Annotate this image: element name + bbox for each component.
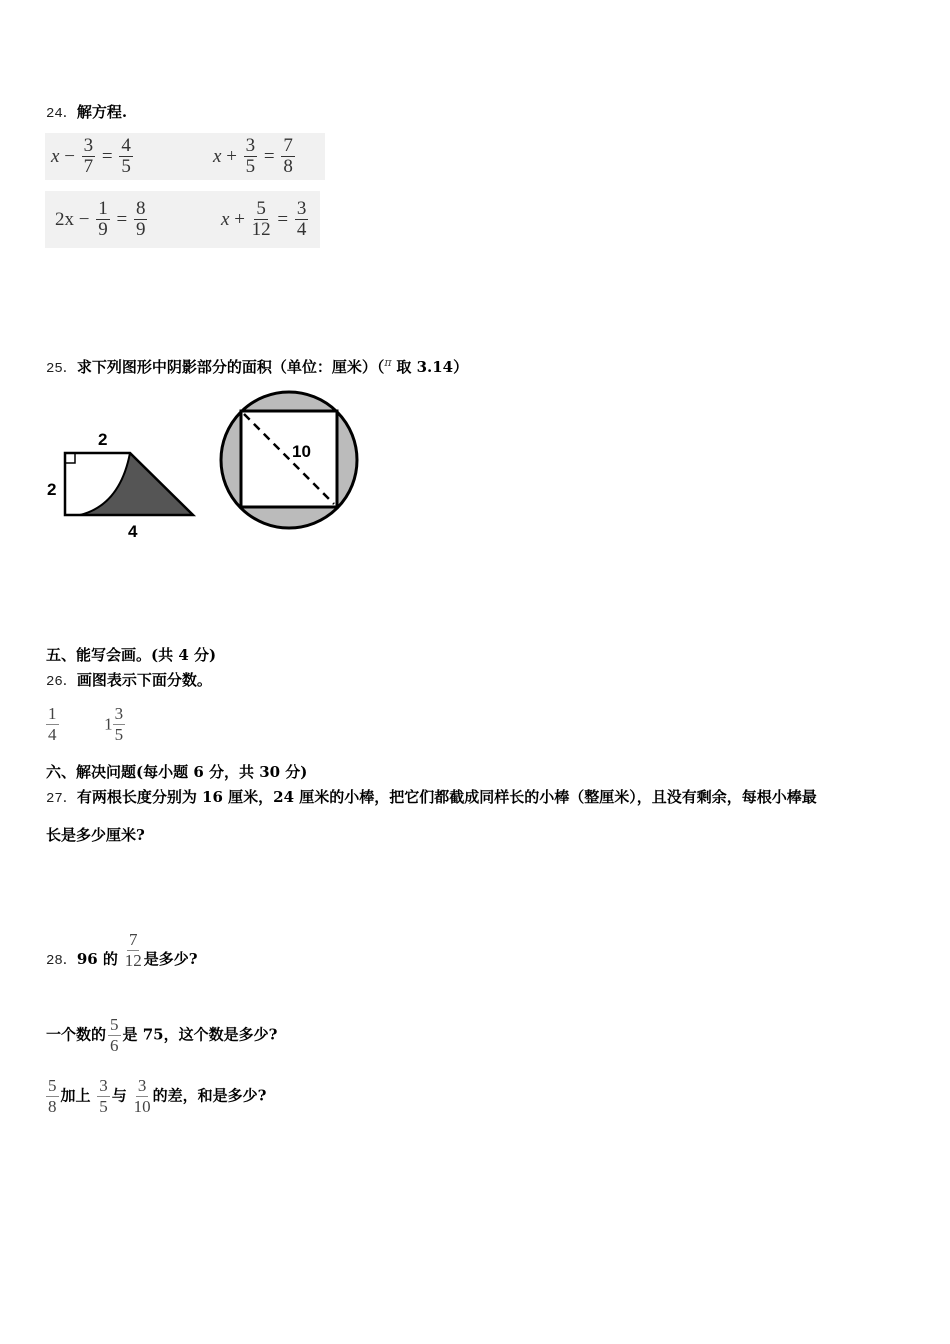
denominator: 9 — [98, 219, 108, 240]
label-left: 2 — [47, 480, 57, 499]
denominator: 10 — [133, 1097, 151, 1116]
equation-row-1 — [45, 133, 325, 180]
fraction-3-5 — [97, 1076, 110, 1117]
eq-lhs: x — [221, 208, 230, 230]
denominator: 12 — [124, 951, 142, 970]
equation-4: x + $\frac{5}{12}$ = $\frac{3}{4}$ — [221, 198, 307, 240]
eq-lhs: 2x — [55, 208, 74, 230]
fraction — [134, 199, 148, 240]
q27-text: 有两根长度分别为 16 厘米，24 厘米的小棒，把它们都截成同样长的小棒（整厘米），且没有剩余，每根小棒最 — [76, 788, 817, 806]
figure-trapezoid — [47, 430, 193, 541]
q26-title: 画图表示下面分数。 — [76, 671, 212, 689]
label-diagonal: 10 — [292, 442, 311, 461]
denominator: 7 — [83, 156, 94, 177]
q28-c-text1: 加上 — [60, 1086, 91, 1105]
fraction-5-8 — [46, 1076, 59, 1117]
section-6-title: 六、解决问题(每小题 6 分，共 30 分) — [46, 763, 308, 781]
fraction — [119, 136, 133, 177]
label-top: 2 — [98, 430, 108, 449]
q28-a-pre: 96 的 — [76, 950, 118, 968]
fraction — [82, 136, 96, 177]
numerator: 5 — [256, 198, 266, 219]
section-5-title: 五、能写会画。(共 4 分) — [46, 646, 217, 664]
q24-title: 解方程. — [76, 103, 128, 121]
fraction — [96, 199, 110, 240]
denominator: 9 — [135, 219, 146, 240]
q24-number: 24． — [46, 106, 77, 122]
numerator: 8 — [135, 198, 146, 219]
q28-a-post: 是多少? — [143, 950, 198, 968]
q25-number: 25． — [46, 361, 77, 377]
right-angle-mark — [65, 453, 75, 463]
fraction-3-10 — [134, 1076, 151, 1117]
numerator: 3 — [99, 1076, 108, 1095]
q26-heading — [46, 670, 212, 692]
q28-b-post: 是 75，这个数是多少? — [122, 1025, 278, 1044]
q27-number: 27． — [46, 791, 77, 807]
q27-line-1 — [46, 787, 817, 809]
equation-3: 2x − $\frac{1}{9}$ = $\frac{8}{9}$ — [55, 198, 146, 240]
fraction-7-12 — [125, 930, 142, 971]
denominator: 5 — [245, 156, 256, 177]
q28-a — [46, 930, 198, 971]
numerator: 3 — [114, 704, 124, 723]
eq-lhs: x — [51, 145, 60, 167]
denominator: 5 — [99, 1097, 108, 1116]
eq-op: − — [64, 145, 75, 167]
eq-lhs: x — [213, 145, 222, 167]
numerator: 7 — [128, 930, 138, 949]
q25-figures — [40, 385, 370, 545]
numerator: 5 — [110, 1015, 119, 1034]
fraction — [281, 136, 295, 177]
numerator: 7 — [283, 135, 293, 156]
q28-b — [46, 1015, 277, 1056]
q25-title: 求下列图形中阴影部分的面积（单位：厘米）（ — [76, 358, 385, 376]
fraction-1-4 — [46, 704, 59, 745]
q26-number: 26． — [46, 674, 77, 690]
denominator: 4 — [48, 725, 57, 744]
equation-row-2 — [45, 191, 320, 248]
denominator: 4 — [296, 219, 307, 240]
q25-pi-value: 取 3.14） — [396, 358, 469, 376]
fraction-3-5 — [113, 704, 126, 745]
denominator: 8 — [48, 1097, 57, 1116]
q28-b-pre: 一个数的 — [46, 1025, 107, 1044]
eq-op: + — [226, 145, 237, 167]
q28-c — [44, 1076, 266, 1117]
figure-circle-square — [221, 392, 357, 528]
numerator: 1 — [48, 704, 57, 723]
fraction — [244, 136, 258, 177]
q26-fractions — [44, 704, 127, 745]
numerator: 1 — [98, 198, 108, 219]
eq-op: + — [234, 208, 245, 230]
q28-c-text2: 与 — [111, 1086, 127, 1105]
eq-op: − — [78, 208, 90, 230]
numerator: 3 — [296, 198, 307, 219]
q24-heading — [46, 102, 127, 124]
denominator: 8 — [283, 156, 293, 177]
numerator: 3 — [83, 135, 94, 156]
denominator: 6 — [110, 1036, 119, 1055]
equation-1: x − $\frac{3}{7}$ = $\frac{4}{5}$ — [51, 135, 131, 177]
numerator: 5 — [48, 1076, 57, 1095]
denominator: 12 — [251, 219, 271, 240]
denominator: 5 — [114, 725, 124, 744]
mixed-whole: 1 — [104, 714, 113, 734]
q28-number: 28． — [46, 953, 77, 969]
fraction — [252, 199, 271, 240]
q28-c-post: 的差，和是多少? — [152, 1086, 267, 1105]
fraction — [295, 199, 309, 240]
shaded-region — [80, 453, 193, 515]
numerator: 4 — [121, 135, 131, 156]
pi-symbol: π — [384, 356, 392, 369]
q25-heading — [46, 353, 468, 379]
denominator: 5 — [121, 156, 131, 177]
fraction-5-6 — [108, 1015, 121, 1056]
q27-line-2: 长是多少厘米? — [46, 826, 145, 844]
numerator: 3 — [245, 135, 256, 156]
numerator: 3 — [137, 1076, 147, 1095]
label-bottom: 4 — [128, 522, 138, 541]
equation-2: x + $\frac{3}{5}$ = $\frac{7}{8}$ — [213, 135, 293, 177]
